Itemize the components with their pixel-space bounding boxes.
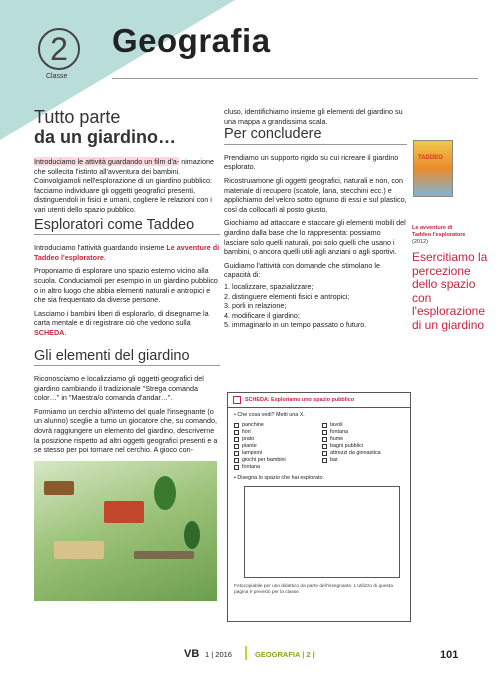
explorers-p3-end: . bbox=[64, 327, 67, 337]
header-divider bbox=[112, 78, 478, 79]
continuation-text: cluso, identifichiamo insieme gli elementi del giardino su una mappa a grandissima scala. bbox=[224, 107, 403, 126]
checkbox-item[interactable] bbox=[234, 429, 316, 436]
checkbox-item[interactable] bbox=[322, 450, 404, 457]
footer-subject: GEOGRAFIA | 2 | bbox=[255, 650, 315, 659]
list-item: 3. porli in relazione; bbox=[224, 301, 287, 311]
class-number: 2 bbox=[50, 30, 68, 67]
list-item: 5. immaginarlo in un tempo passato o futuro. bbox=[224, 320, 367, 330]
magazine-logo: VB bbox=[184, 648, 200, 660]
conclude-p2: Ricostruiamone gli oggetti geografici, naturali e non, con materiale di recupero (scatole, lana, stecchini ecc.) e applichiamo del velcro sotto ognuno di essi e sul plastico, così da collocarli al posto giusto. bbox=[224, 175, 407, 214]
page-number: 101 bbox=[440, 649, 459, 661]
right-column bbox=[224, 107, 407, 330]
dvd-caption-line: Taddeo l'esploratore bbox=[412, 232, 466, 238]
elements-p2: Formiamo un cerchio all'interno del quale l'insegnante (o un alunno) sceglie a turno un giocatore che, su comando, dovrà raggiungere un elemento del giardino, descriverne la posizione rispetto ad altri oggetti geografici presenti e a se stesso per poi tornare nel cerchio. A gioco con- bbox=[34, 406, 218, 455]
class-number-badge bbox=[38, 28, 80, 70]
drawing-area[interactable] bbox=[244, 486, 400, 578]
left-column bbox=[34, 107, 220, 601]
checkbox-label: fontana bbox=[242, 464, 260, 470]
checkbox-icon[interactable] bbox=[322, 430, 327, 435]
heading-explorers: Esploratori come Taddeo bbox=[34, 221, 220, 236]
checkbox-item[interactable] bbox=[322, 436, 404, 443]
checkbox-item[interactable] bbox=[322, 443, 404, 450]
dvd-cover bbox=[413, 140, 453, 197]
checkbox-label: piante bbox=[242, 443, 257, 449]
checkbox-icon[interactable] bbox=[234, 444, 239, 449]
intro-highlight: Introduciamo le attività guardando un film d'a- bbox=[34, 157, 180, 166]
explorers-p1-text: Introduciamo l'attività guardando insieme bbox=[34, 243, 167, 253]
checkbox-label: fontana bbox=[330, 429, 348, 435]
issue-number: 1 | 2016 bbox=[205, 650, 232, 659]
checkbox-label: bar bbox=[330, 457, 338, 463]
list-item: 4. modificare il giardino; bbox=[224, 310, 300, 320]
heading-conclude: Per concludere bbox=[224, 130, 407, 145]
list-item: 2. distinguere elementi fisici e antropici; bbox=[224, 291, 350, 301]
checkbox-item[interactable] bbox=[234, 422, 316, 429]
intro-text: nimazione che sollecita l'istinto all'avventura dei bambini. Coinvolgiamoli nell'esplorazione di un giardino pubblico: facciamo individuare gli oggetti geografici presenti, distinguendoli in fisici e umani, cogliere le relazioni con i vari utenti dello spazio pubblico. bbox=[34, 157, 214, 214]
checkbox-item[interactable] bbox=[234, 443, 316, 450]
checkbox-icon[interactable] bbox=[234, 458, 239, 463]
checkbox-item[interactable] bbox=[322, 429, 404, 436]
checkbox-item[interactable] bbox=[234, 436, 316, 443]
checkbox-label: lampioni bbox=[242, 450, 263, 456]
checkbox-label: tavoli bbox=[330, 422, 343, 428]
worksheet-header bbox=[228, 393, 410, 408]
checkbox-icon[interactable] bbox=[234, 430, 239, 435]
article-title bbox=[34, 107, 220, 147]
checkbox-icon[interactable] bbox=[234, 437, 239, 442]
checkbox-label: prato bbox=[242, 436, 255, 442]
explorers-p1-end: . bbox=[103, 252, 106, 262]
dvd-caption-line: Le avventure di bbox=[412, 225, 453, 231]
checkbox-item[interactable] bbox=[234, 457, 316, 464]
skills-list bbox=[224, 282, 407, 330]
article-title-line1: Tutto parte bbox=[34, 107, 121, 127]
checkbox-label: attrezzi da ginnastica bbox=[330, 450, 381, 456]
checkbox-label: giochi per bambini bbox=[242, 457, 286, 463]
intro-paragraph bbox=[34, 157, 220, 215]
worksheet-icon bbox=[233, 396, 241, 404]
movie-title-link[interactable]: Le avventure di Taddeo l'esploratore bbox=[34, 243, 220, 262]
checkbox-column-right bbox=[322, 422, 404, 471]
draw-prompt: • Disegna lo spazio che hai esplorato. bbox=[234, 475, 324, 481]
worksheet-footer: Fotocopiabile per uso didattico da parte dell'insegnante. L'utilizzo di questa pagina è previsto per la classe. bbox=[234, 584, 393, 595]
dvd-caption bbox=[412, 225, 492, 246]
explorers-p2: Proponiamo di esplorare uno spazio esterno vicino alla scuola. Conduciamoli per esempio in un giardino pubblico o in altro luogo che abbia elementi naturali e antropici e che sia frequentato da diverse persone. bbox=[34, 266, 218, 305]
checkbox-label: panchine bbox=[242, 422, 264, 428]
checkbox-item[interactable] bbox=[322, 422, 404, 429]
checkbox-label: fiume bbox=[330, 436, 344, 442]
checkbox-icon[interactable] bbox=[234, 423, 239, 428]
worksheet-title: SCHEDA: Esploriamo uno spazio pubblico bbox=[245, 396, 355, 403]
dvd-title: TADDEO bbox=[418, 155, 443, 161]
heading-elements: Gli elementi del giardino bbox=[34, 352, 220, 367]
article-title-line2: da un giardino… bbox=[34, 127, 176, 147]
worksheet-question: • Che cosa vedi? Metti una X. bbox=[234, 412, 305, 418]
checkbox-item[interactable] bbox=[234, 450, 316, 457]
worksheet bbox=[227, 392, 411, 622]
checkbox-icon[interactable] bbox=[322, 437, 327, 442]
explorers-p3 bbox=[34, 309, 220, 338]
checkbox-icon[interactable] bbox=[322, 423, 327, 428]
conclude-p3: Giochiamo ad attaccare e staccare gli elementi mobili del giardino dalla base che lo rappresenta: possiamo lasciare solo quelli naturali, poi solo quelli che usano i bambini, o ancora quelli utili agli anziani o agli sportivi. bbox=[224, 218, 406, 257]
explorers-p1 bbox=[34, 243, 220, 262]
garden-model-photo bbox=[34, 461, 217, 601]
explorers-p3-text: Lasciamo i bambini liberi di esplorarlo, di disegnarne la carta mentale e di registrare ciò che vedono sulla bbox=[34, 308, 209, 328]
checkbox-item[interactable] bbox=[234, 464, 316, 471]
dvd-caption-line: (2012) bbox=[412, 239, 428, 245]
worksheet-body bbox=[228, 408, 410, 600]
scheda-link[interactable]: SCHEDA bbox=[34, 327, 65, 337]
checkbox-icon[interactable] bbox=[322, 451, 327, 456]
footer-divider bbox=[245, 646, 247, 660]
checkbox-icon[interactable] bbox=[234, 451, 239, 456]
checkbox-label: bagni pubblici bbox=[330, 443, 363, 449]
list-item: 1. localizzare, spazializzare; bbox=[224, 281, 314, 291]
page-footer bbox=[0, 646, 500, 666]
conclude-p4: Guidiamo l'attività con domande che stimolano le capacità di: bbox=[224, 260, 380, 280]
checkbox-column-left bbox=[234, 422, 316, 471]
checkbox-icon[interactable] bbox=[322, 458, 327, 463]
class-label: Classe bbox=[46, 73, 68, 80]
checkbox-item[interactable] bbox=[322, 457, 404, 464]
checkbox-icon[interactable] bbox=[322, 444, 327, 449]
checkbox-label: fiori bbox=[242, 429, 251, 435]
checkbox-icon[interactable] bbox=[234, 465, 239, 470]
checkbox-grid bbox=[234, 422, 404, 471]
page-title: Geografia bbox=[112, 22, 271, 59]
elements-p1: Riconosciamo e localizziamo gli oggetti geografici del giardino cambiando il tradizionale "Strega comanda color…" in "Maestra/o comanda d'andar…". bbox=[34, 374, 204, 403]
conclude-p1: Prendiamo un supporto rigido su cui ricreare il giardino esplorato. bbox=[224, 152, 399, 172]
aside-note: Esercitiamo la percezione dello spazio con l'esplorazione di un giardino bbox=[412, 250, 488, 332]
